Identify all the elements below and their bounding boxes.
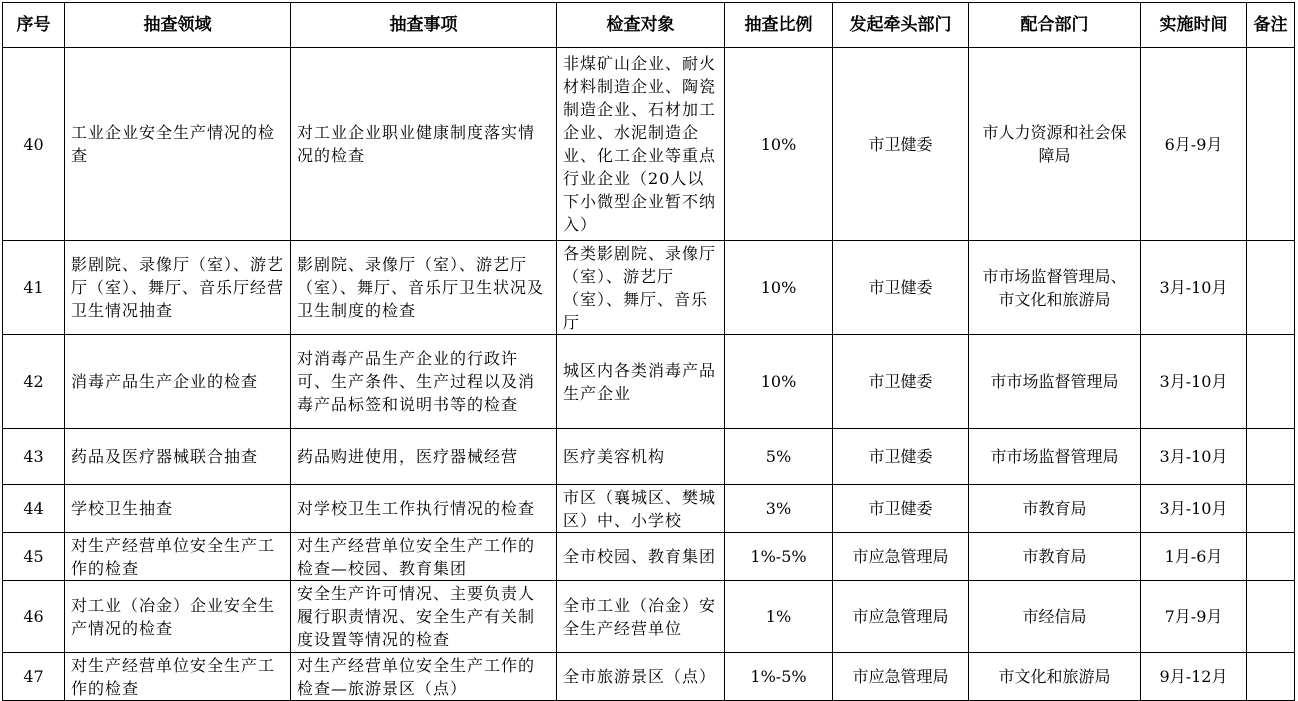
cell-no: 40 — [3, 48, 65, 241]
cell-no: 45 — [3, 533, 65, 581]
header-note: 备注 — [1247, 3, 1295, 48]
cell-target: 非煤矿山企业、耐火材料制造企业、陶瓷制造企业、石材加工企业、水泥制造企业、化工企业等重点行业企业（20人以下小微型企业暂不纳入） — [557, 48, 725, 241]
table-row — [3, 335, 1295, 429]
cell-note — [1247, 335, 1295, 429]
cell-ratio: 10% — [725, 48, 833, 241]
cell-ratio: 1%-5% — [725, 653, 833, 701]
table-row — [3, 653, 1295, 701]
cell-lead: 市卫健委 — [833, 335, 969, 429]
cell-item: 对生产经营单位安全生产工作的检查—旅游景区（点） — [291, 653, 557, 701]
cell-note — [1247, 533, 1295, 581]
table-row — [3, 429, 1295, 485]
inspection-table — [2, 2, 1295, 701]
cell-item: 对工业企业职业健康制度落实情况的检查 — [291, 48, 557, 241]
cell-lead: 市卫健委 — [833, 241, 969, 335]
cell-ratio: 5% — [725, 429, 833, 485]
cell-item: 药品购进使用，医疗器械经营 — [291, 429, 557, 485]
header-ratio: 抽查比例 — [725, 3, 833, 48]
cell-note — [1247, 241, 1295, 335]
cell-time: 6月-9月 — [1141, 48, 1247, 241]
cell-lead: 市卫健委 — [833, 485, 969, 533]
cell-coop: 市文化和旅游局 — [969, 653, 1141, 701]
cell-target: 城区内各类消毒产品生产企业 — [557, 335, 725, 429]
table-row — [3, 533, 1295, 581]
cell-item: 对消毒产品生产企业的行政许可、生产条件、生产过程以及消毒产品标签和说明书等的检查 — [291, 335, 557, 429]
cell-no: 47 — [3, 653, 65, 701]
cell-note — [1247, 653, 1295, 701]
cell-time: 3月-10月 — [1141, 241, 1247, 335]
cell-coop: 市市场监督管理局 — [969, 335, 1141, 429]
cell-item: 对生产经营单位安全生产工作的检查—校园、教育集团 — [291, 533, 557, 581]
header-target: 检查对象 — [557, 3, 725, 48]
header-item: 抽查事项 — [291, 3, 557, 48]
header-no: 序号 — [3, 3, 65, 48]
cell-no: 44 — [3, 485, 65, 533]
cell-note — [1247, 581, 1295, 653]
cell-item: 对学校卫生工作执行情况的检查 — [291, 485, 557, 533]
header-row — [3, 3, 1295, 48]
cell-coop: 市市场监督管理局 — [969, 429, 1141, 485]
cell-field: 药品及医疗器械联合抽查 — [65, 429, 291, 485]
cell-coop: 市市场监督管理局、市文化和旅游局 — [969, 241, 1141, 335]
cell-ratio: 1% — [725, 581, 833, 653]
cell-target: 全市校园、教育集团 — [557, 533, 725, 581]
cell-field: 对生产经营单位安全生产工作的检查 — [65, 533, 291, 581]
cell-time: 1月-6月 — [1141, 533, 1247, 581]
cell-field: 对生产经营单位安全生产工作的检查 — [65, 653, 291, 701]
cell-coop: 市教育局 — [969, 485, 1141, 533]
cell-ratio: 1%-5% — [725, 533, 833, 581]
cell-field: 学校卫生抽查 — [65, 485, 291, 533]
cell-lead: 市应急管理局 — [833, 581, 969, 653]
cell-no: 41 — [3, 241, 65, 335]
cell-target: 市区（襄城区、樊城区）中、小学校 — [557, 485, 725, 533]
table-row — [3, 48, 1295, 241]
header-coop: 配合部门 — [969, 3, 1141, 48]
table-row — [3, 241, 1295, 335]
cell-field: 对工业（冶金）企业安全生产情况的检查 — [65, 581, 291, 653]
cell-coop: 市人力资源和社会保障局 — [969, 48, 1141, 241]
cell-no: 43 — [3, 429, 65, 485]
cell-item: 安全生产许可情况、主要负责人履行职责情况、安全生产有关制度设置等情况的检查 — [291, 581, 557, 653]
header-field: 抽查领域 — [65, 3, 291, 48]
cell-time: 3月-10月 — [1141, 335, 1247, 429]
cell-coop: 市教育局 — [969, 533, 1141, 581]
cell-coop: 市经信局 — [969, 581, 1141, 653]
cell-ratio: 10% — [725, 335, 833, 429]
cell-no: 46 — [3, 581, 65, 653]
cell-time: 7月-9月 — [1141, 581, 1247, 653]
cell-ratio: 10% — [725, 241, 833, 335]
cell-lead: 市卫健委 — [833, 429, 969, 485]
cell-time: 9月-12月 — [1141, 653, 1247, 701]
cell-note — [1247, 429, 1295, 485]
cell-target: 医疗美容机构 — [557, 429, 725, 485]
cell-note — [1247, 48, 1295, 241]
cell-ratio: 3% — [725, 485, 833, 533]
cell-field: 消毒产品生产企业的检查 — [65, 335, 291, 429]
header-time: 实施时间 — [1141, 3, 1247, 48]
cell-time: 3月-10月 — [1141, 429, 1247, 485]
cell-item: 影剧院、录像厅（室）、游艺厅（室）、舞厅、音乐厅卫生状况及卫生制度的检查 — [291, 241, 557, 335]
cell-time: 3月-10月 — [1141, 485, 1247, 533]
cell-target: 全市旅游景区（点） — [557, 653, 725, 701]
cell-note — [1247, 485, 1295, 533]
cell-field: 影剧院、录像厅（室）、游艺厅（室）、舞厅、音乐厅经营卫生情况抽查 — [65, 241, 291, 335]
cell-lead: 市应急管理局 — [833, 533, 969, 581]
cell-target: 各类影剧院、录像厅（室）、游艺厅（室）、舞厅、音乐厅 — [557, 241, 725, 335]
header-lead: 发起牵头部门 — [833, 3, 969, 48]
cell-no: 42 — [3, 335, 65, 429]
cell-lead: 市应急管理局 — [833, 653, 969, 701]
cell-target: 全市工业（冶金）安全生产经营单位 — [557, 581, 725, 653]
cell-lead: 市卫健委 — [833, 48, 969, 241]
table-row — [3, 581, 1295, 653]
cell-field: 工业企业安全生产情况的检查 — [65, 48, 291, 241]
table-row — [3, 485, 1295, 533]
